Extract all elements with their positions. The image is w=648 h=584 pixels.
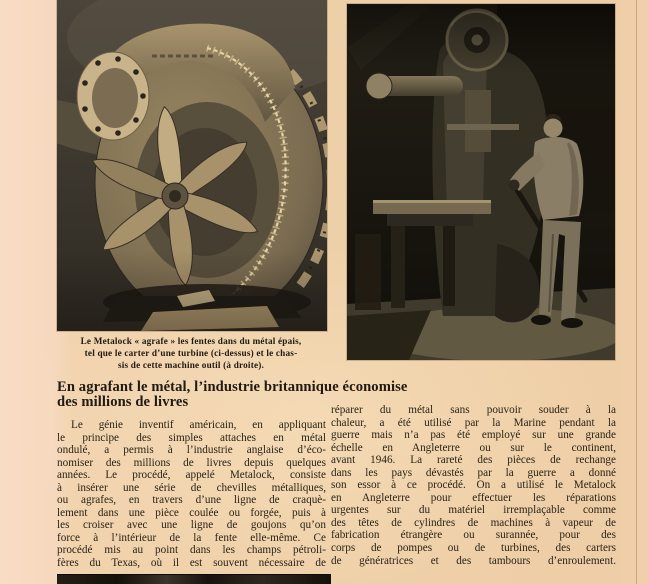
turbine-photo-illustration [57, 0, 327, 331]
bottom-photo-strip [57, 574, 331, 584]
body-line: le principe des simples attaches en métal [57, 431, 326, 444]
body-line: corps de pompes ou de turbines, des carters [331, 542, 616, 555]
body-line: à insérer une série de chevilles métalliques, [57, 481, 326, 494]
body-line: procédé mis au point dans les champs pétroli- [57, 544, 326, 557]
page-edge [636, 0, 637, 584]
body-line: force à l’intérieur de la fente elle-même. Ce [57, 531, 326, 544]
caption-line: tel que le carter d’une turbine (ci-dessus) et le chas- [84, 347, 298, 358]
body-line: avant 1946. La rareté des pièces de rechange [331, 454, 616, 467]
article-column-right [331, 404, 616, 567]
body-line: nomiser des millions de livres depuis quelques [57, 456, 326, 469]
body-line: chaleur, a été utilisé par la Marine pendant la [331, 416, 616, 429]
body-line: les croiser avec une ligne de goujons qu’on [57, 519, 326, 532]
body-line: échelle en Angleterre ou sur le continent, [331, 441, 616, 454]
article-column-left [57, 419, 326, 570]
body-line: urgentes sur du matériel irremplaçable comme [331, 504, 616, 517]
headline-line: des millions de livres [57, 394, 189, 411]
body-line: ou agrafes, en travers d’une ligne de craquè- [57, 494, 326, 507]
caption-line: sis de cette machine outil (à droite). [118, 359, 264, 370]
body-line: Le génie inventif américain, en appliquant [71, 419, 326, 431]
body-line: de génératrices et des tambours d’enroulement. [331, 554, 616, 567]
machine-outil-photo [347, 4, 615, 360]
body-line: années. Le procédé, appelé Metalock, consiste [57, 469, 326, 482]
caption-line: Le Metalock « agrafe » les fentes dans du métal épais, [80, 336, 302, 346]
body-line: fabrication étrangère ou surannée, pour des [331, 529, 616, 542]
body-line: en Angleterre pour effectuer les réparations [331, 491, 616, 504]
body-line: réparer du métal sans pouvoir souder à la [331, 404, 616, 416]
headline-line: En agrafant le métal, l’industrie britannique économise [57, 379, 408, 395]
turbine-carter-photo [57, 0, 327, 331]
body-line: lement dans une pièce coulée ou forgée, puis à [57, 506, 326, 519]
body-line: guerre mais n’a pas été employé sur une grande [331, 429, 616, 442]
body-line: fères du Texas, où il est souvent nécessaire de [57, 557, 326, 570]
body-line: son essor à ce procédé. On a utilisé le Metalock [331, 479, 616, 492]
machine-tool-photo-illustration [347, 4, 615, 360]
body-line: dans les pays dévastés par la guerre a donné [331, 466, 616, 479]
body-line: des têtes de cylindres de machines à vapeur de [331, 516, 616, 529]
photo-caption [55, 336, 327, 371]
body-line: ondulé, a permis à l’industrie anglaise d’éco- [57, 444, 326, 457]
